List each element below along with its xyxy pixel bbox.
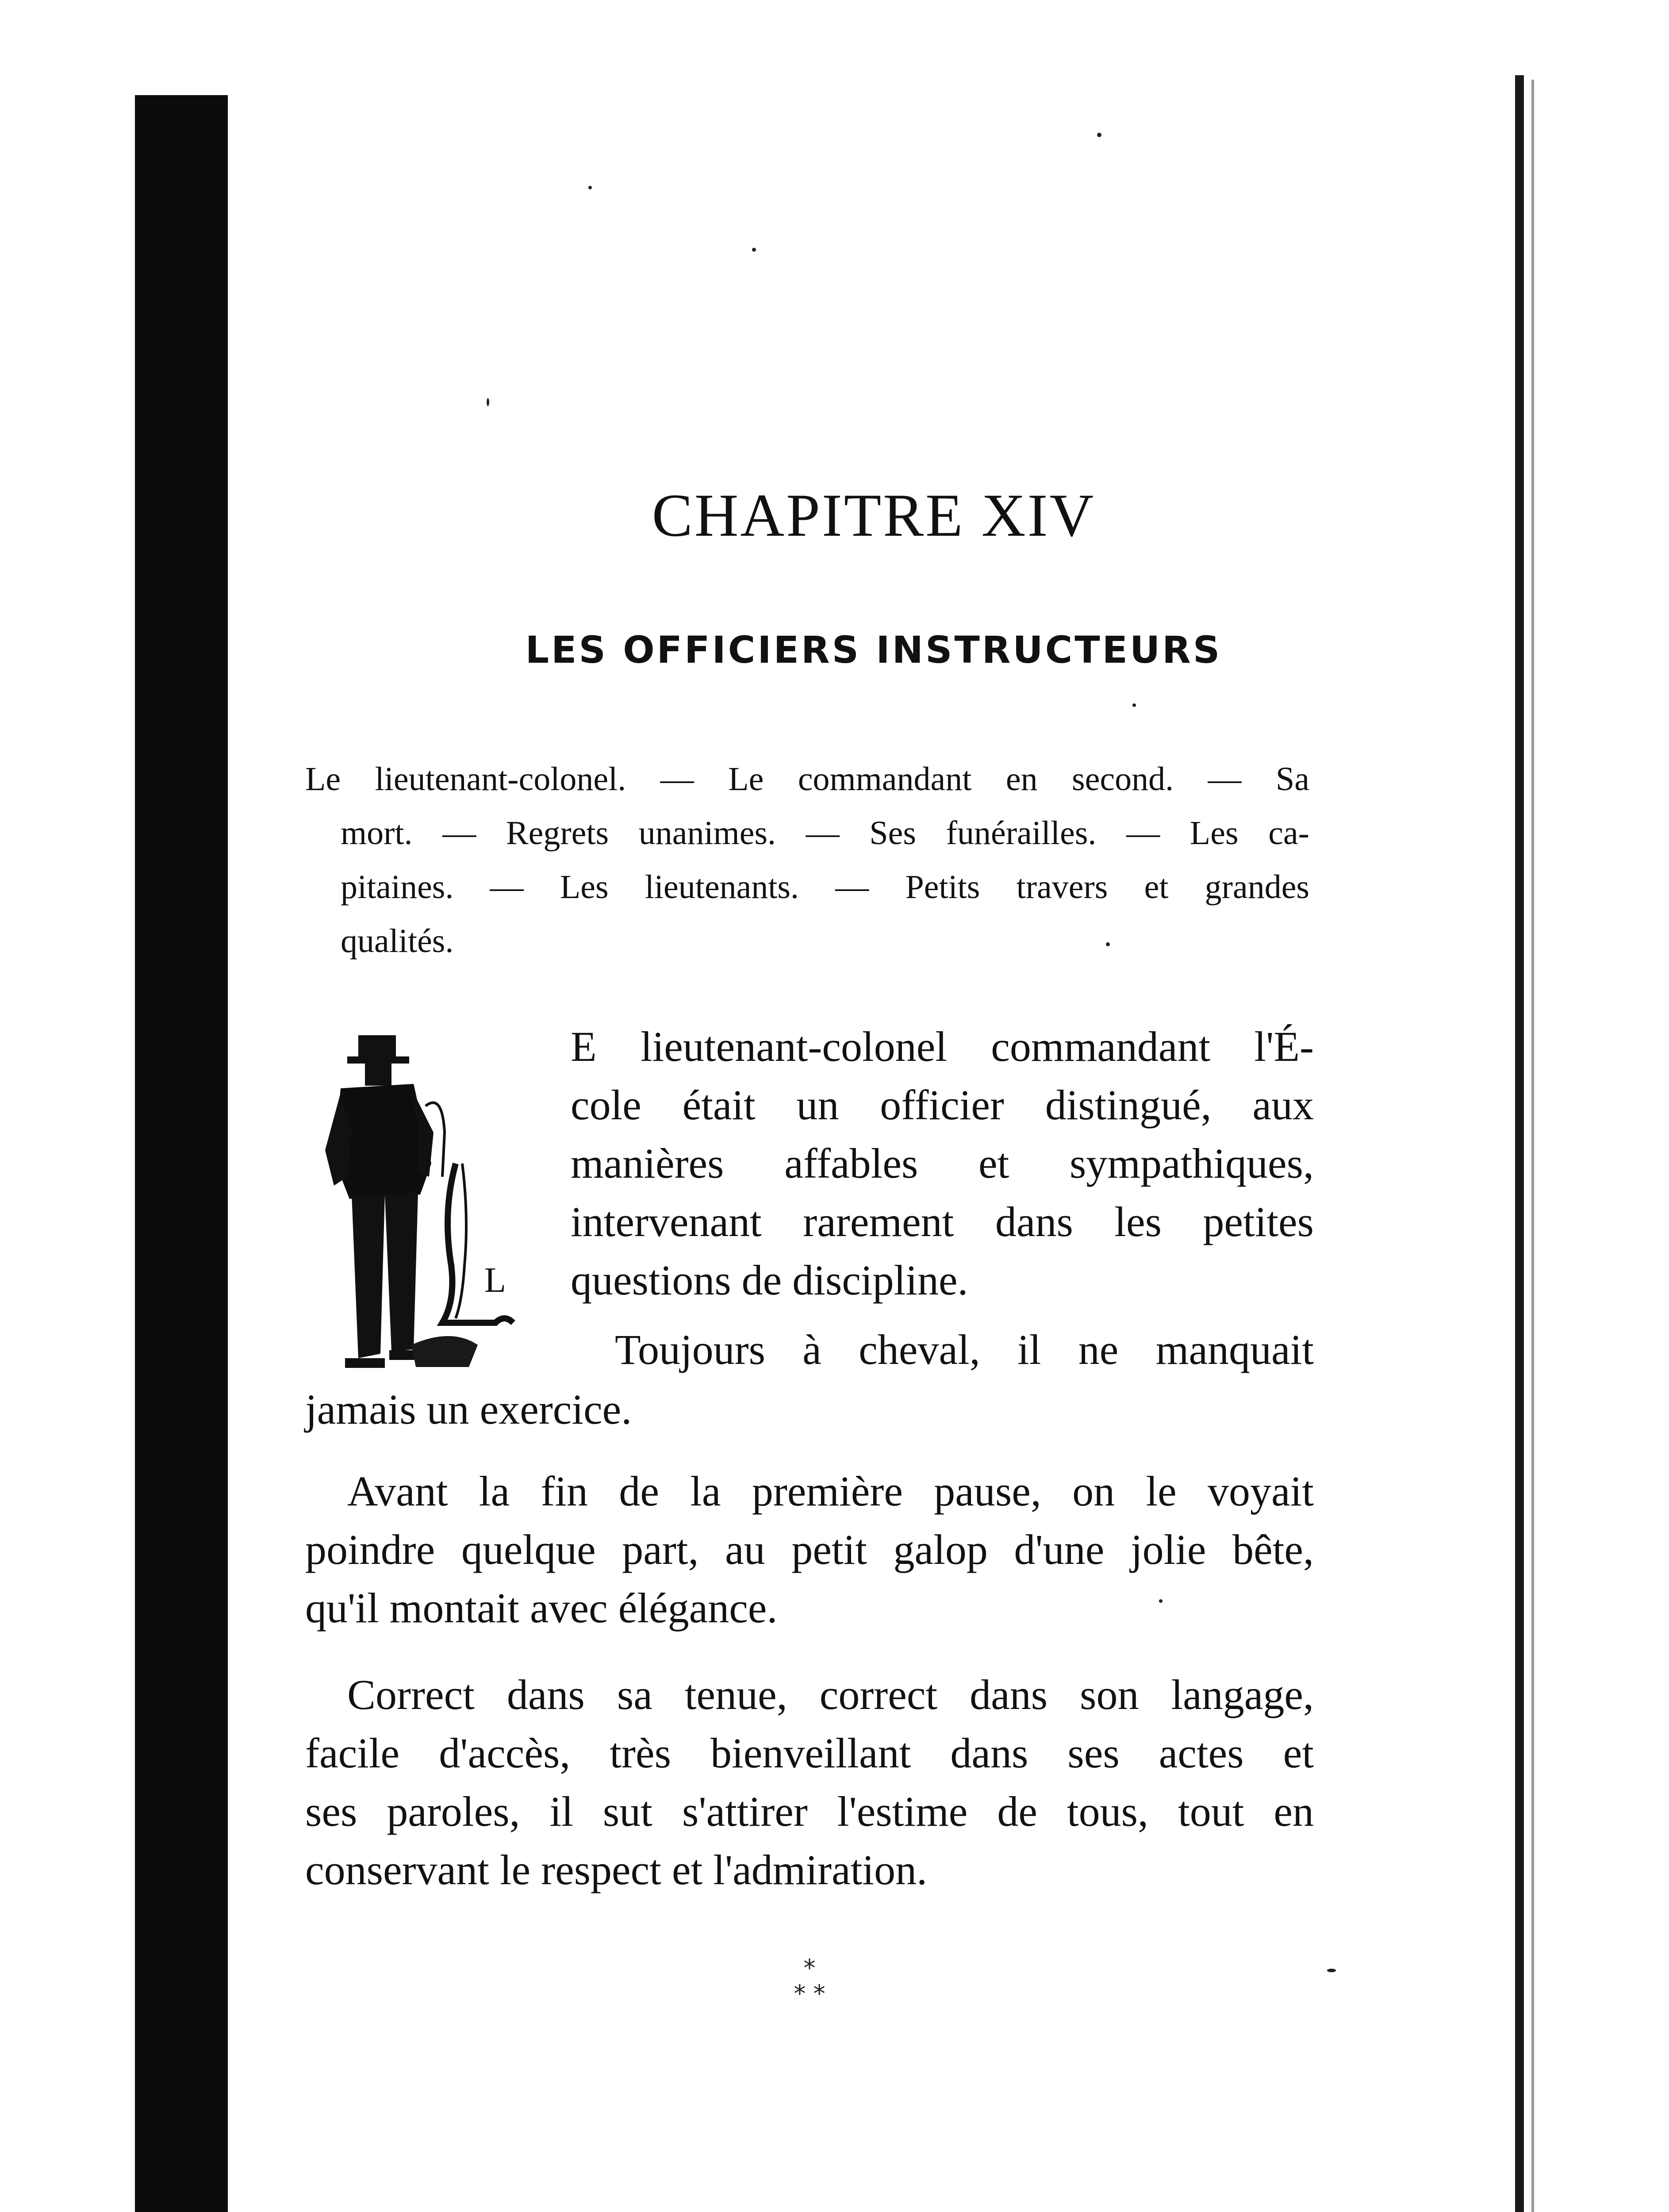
paragraph-line: E lieutenant-colonel commandant l'É- xyxy=(571,1023,1314,1070)
paragraph-line: poindre quelque part, au petit galop d'une jolie bête, xyxy=(305,1526,1314,1573)
paragraph-2-last-line xyxy=(305,1380,1314,1439)
drop-cap-letter: L xyxy=(484,1261,506,1300)
scan-speck xyxy=(1097,133,1101,137)
summary-line: qualités. xyxy=(341,922,454,960)
paragraph-line: manières affables et sympathiques, xyxy=(571,1140,1314,1187)
paragraph-line: intervenant rarement dans les petites xyxy=(571,1198,1314,1245)
summary-line: pitaines. — Les lieutenants. — Petits travers et grandes xyxy=(341,868,1309,906)
paragraph-line: Avant la fin de la première pause, on le voyait xyxy=(347,1467,1314,1515)
chapter-summary xyxy=(305,752,1309,968)
paragraph-line: conservant le respect et l'admiration. xyxy=(305,1846,928,1893)
paragraph-line: Correct dans sa tenue, correct dans son langage, xyxy=(347,1671,1314,1718)
paragraph-line: ses paroles, il sut s'attirer l'estime de tous, tout en xyxy=(305,1788,1314,1835)
summary-line: mort. — Regrets unanimes. — Ses funérailles. — Les ca- xyxy=(341,814,1309,852)
asterism-top: * xyxy=(803,1954,816,1982)
paragraph-2-first-line xyxy=(615,1321,1314,1379)
drop-cap-illustration xyxy=(310,1018,549,1398)
paragraph-1 xyxy=(571,1018,1314,1310)
chapter-subtitle: LES OFFICIERS INSTRUCTEURS xyxy=(525,628,1222,672)
asterism-bottom: * * xyxy=(794,1980,825,2008)
summary-line: Le lieutenant-colonel. — Le commandant en second. — Sa xyxy=(305,760,1309,798)
scan-speck xyxy=(1327,1969,1336,1972)
scan-speck xyxy=(588,186,592,189)
section-break-asterism xyxy=(765,1955,854,2007)
scan-speck xyxy=(1132,703,1136,707)
scan-speck xyxy=(487,398,489,406)
paragraph-line: Toujours à cheval, il ne manquait xyxy=(615,1326,1314,1373)
paragraph-line: cole était un officier distingué, aux xyxy=(571,1081,1314,1129)
page-edge-right xyxy=(1515,75,1524,2212)
chapter-title: CHAPITRE XIV xyxy=(652,481,1096,549)
paragraph-line: facile d'accès, très bienveillant dans ses actes et xyxy=(305,1729,1314,1777)
page-edge-right-shadow xyxy=(1531,80,1534,2212)
paragraph-line: jamais un exercice. xyxy=(305,1386,632,1433)
scan-speck xyxy=(752,248,756,252)
paragraph-line: questions de discipline. xyxy=(571,1256,968,1304)
paragraph-3 xyxy=(305,1462,1314,1637)
book-binding-left xyxy=(135,95,228,2212)
paragraph-line: qu'il montait avec élégance. xyxy=(305,1584,778,1632)
paragraph-4 xyxy=(305,1666,1314,1899)
